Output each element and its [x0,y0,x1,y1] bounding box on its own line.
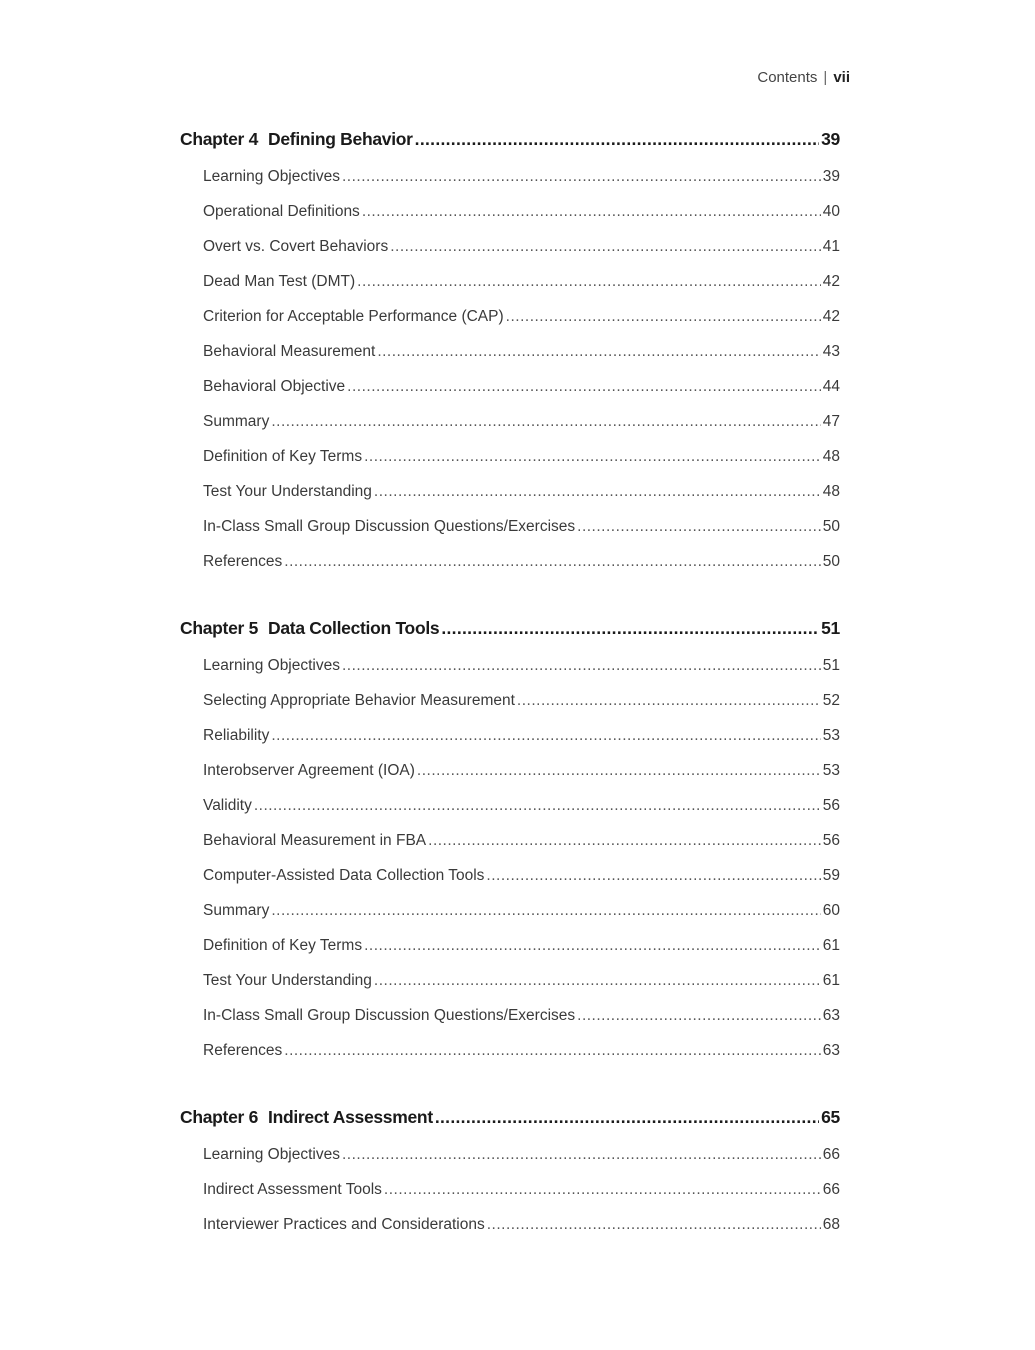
entry-page: 61 [822,972,840,989]
toc-entry[interactable] [180,1178,840,1213]
toc-entry[interactable] [180,794,840,829]
dot-leader [342,654,821,678]
dot-leader [374,480,821,504]
dot-leader [428,829,821,853]
entry-title: Learning Objectives [203,1146,340,1163]
chapter-heading[interactable] [180,129,840,153]
dot-leader [271,899,820,923]
toc-entry[interactable] [180,724,840,759]
entry-page: 50 [822,553,840,570]
entry-page: 47 [822,413,840,430]
toc-entry[interactable] [180,1143,840,1178]
toc-entry[interactable] [180,864,840,899]
toc-entry[interactable] [180,969,840,1004]
entry-title: Computer-Assisted Data Collection Tools [203,867,485,884]
entry-page: 53 [822,762,840,779]
chapter-title: Defining Behavior [268,129,413,149]
entry-title: Validity [203,797,252,814]
dot-leader [441,618,819,639]
entry-page: 56 [822,832,840,849]
entry-page: 59 [822,867,840,884]
toc-entry[interactable] [180,1039,840,1074]
chapter-page: 65 [821,1107,840,1127]
chapter-page: 51 [821,618,840,638]
entry-title: Reliability [203,727,270,744]
entry-page: 53 [822,727,840,744]
header-separator: | [823,69,828,86]
dot-leader [342,1143,821,1167]
entry-title: Test Your Understanding [203,972,372,989]
entry-title: Summary [203,902,270,919]
entry-page: 48 [822,448,840,465]
entry-page: 52 [822,692,840,709]
chapter-number: Chapter 4 [180,129,259,149]
toc-entry[interactable] [180,375,840,410]
entry-page: 39 [822,168,840,185]
chapter-number: Chapter 5 [180,618,259,638]
dot-leader [347,375,821,399]
entry-page: 42 [822,273,840,290]
entry-page: 60 [822,902,840,919]
entry-page: 51 [822,657,840,674]
dot-leader [486,864,820,888]
toc-entry[interactable] [180,1004,840,1039]
dot-leader [271,724,820,748]
entry-page: 40 [822,203,840,220]
dot-leader [284,1039,820,1063]
toc-entry[interactable] [180,200,840,235]
entry-title: Overt vs. Covert Behaviors [203,238,389,255]
entry-page: 56 [822,797,840,814]
entry-title: Dead Man Test (DMT) [203,273,356,290]
entry-page: 41 [822,238,840,255]
dot-leader [435,1107,819,1128]
entry-title: Behavioral Measurement [203,343,376,360]
chapter-title: Data Collection Tools [268,618,440,638]
toc-entry[interactable] [180,550,840,585]
entry-title: In-Class Small Group Discussion Questions/Exercises [203,1007,576,1024]
dot-leader [390,235,821,259]
chapter-page: 39 [821,129,840,149]
entry-page: 42 [822,308,840,325]
toc-entry[interactable] [180,235,840,270]
toc-entry[interactable] [180,410,840,445]
header-page-number: vii [833,69,850,86]
dot-leader [487,1213,821,1237]
entry-title: References [203,1042,283,1059]
entry-title: Behavioral Objective [203,378,346,395]
toc-entry[interactable] [180,165,840,200]
toc-entry[interactable] [180,934,840,969]
entry-title: Definition of Key Terms [203,448,363,465]
dot-leader [377,340,820,364]
chapter-heading[interactable] [180,1107,840,1131]
header-section-title: Contents [757,69,818,86]
entry-page: 68 [822,1216,840,1233]
entry-title: Interobserver Agreement (IOA) [203,762,415,779]
dot-leader [374,969,821,993]
entry-title: Learning Objectives [203,657,340,674]
dot-leader [577,1004,821,1028]
toc-entry[interactable] [180,689,840,724]
entry-page: 63 [822,1007,840,1024]
entry-title: References [203,553,283,570]
entry-title: Test Your Understanding [203,483,372,500]
entry-title: Operational Definitions [203,203,360,220]
dot-leader [415,129,819,150]
dot-leader [364,445,821,469]
entry-title: Criterion for Acceptable Performance (CAP) [203,308,504,325]
chapter-title: Indirect Assessment [268,1107,433,1127]
toc-chapter-5 [180,618,840,1074]
entry-page: 48 [822,483,840,500]
entry-title: Interviewer Practices and Considerations [203,1216,485,1233]
entry-title: Selecting Appropriate Behavior Measurement [203,692,515,709]
entry-page: 63 [822,1042,840,1059]
entry-title: Definition of Key Terms [203,937,363,954]
running-header [757,69,850,86]
dot-leader [364,934,821,958]
entry-title: Summary [203,413,270,430]
dot-leader [506,305,821,329]
dot-leader [342,165,821,189]
toc-entry[interactable] [180,340,840,375]
toc-entry[interactable] [180,445,840,480]
dot-leader [254,794,821,818]
entry-page: 61 [822,937,840,954]
entry-page: 43 [822,343,840,360]
chapter-number: Chapter 6 [180,1107,259,1127]
entry-page: 50 [822,518,840,535]
toc-entry[interactable] [180,654,840,689]
dot-leader [362,200,821,224]
toc-entry[interactable] [180,270,840,305]
toc-entry[interactable] [180,1213,840,1248]
entry-page: 44 [822,378,840,395]
chapter-heading[interactable] [180,618,840,642]
dot-leader [271,410,820,434]
dot-leader [517,689,821,713]
dot-leader [384,1178,821,1202]
dot-leader [577,515,821,539]
entry-title: Learning Objectives [203,168,340,185]
toc-chapter-6 [180,1107,840,1248]
entry-title: Behavioral Measurement in FBA [203,832,427,849]
toc-chapter-4 [180,129,840,585]
toc-entry[interactable] [180,480,840,515]
entry-page: 66 [822,1181,840,1198]
dot-leader [284,550,820,574]
toc-entry[interactable] [180,899,840,934]
entry-title: Indirect Assessment Tools [203,1181,382,1198]
dot-leader [417,759,821,783]
toc-entry[interactable] [180,305,840,340]
entry-title: In-Class Small Group Discussion Questions/Exercises [203,518,576,535]
toc-entry[interactable] [180,515,840,550]
entry-page: 66 [822,1146,840,1163]
toc-entry[interactable] [180,759,840,794]
toc-entry[interactable] [180,829,840,864]
dot-leader [357,270,821,294]
